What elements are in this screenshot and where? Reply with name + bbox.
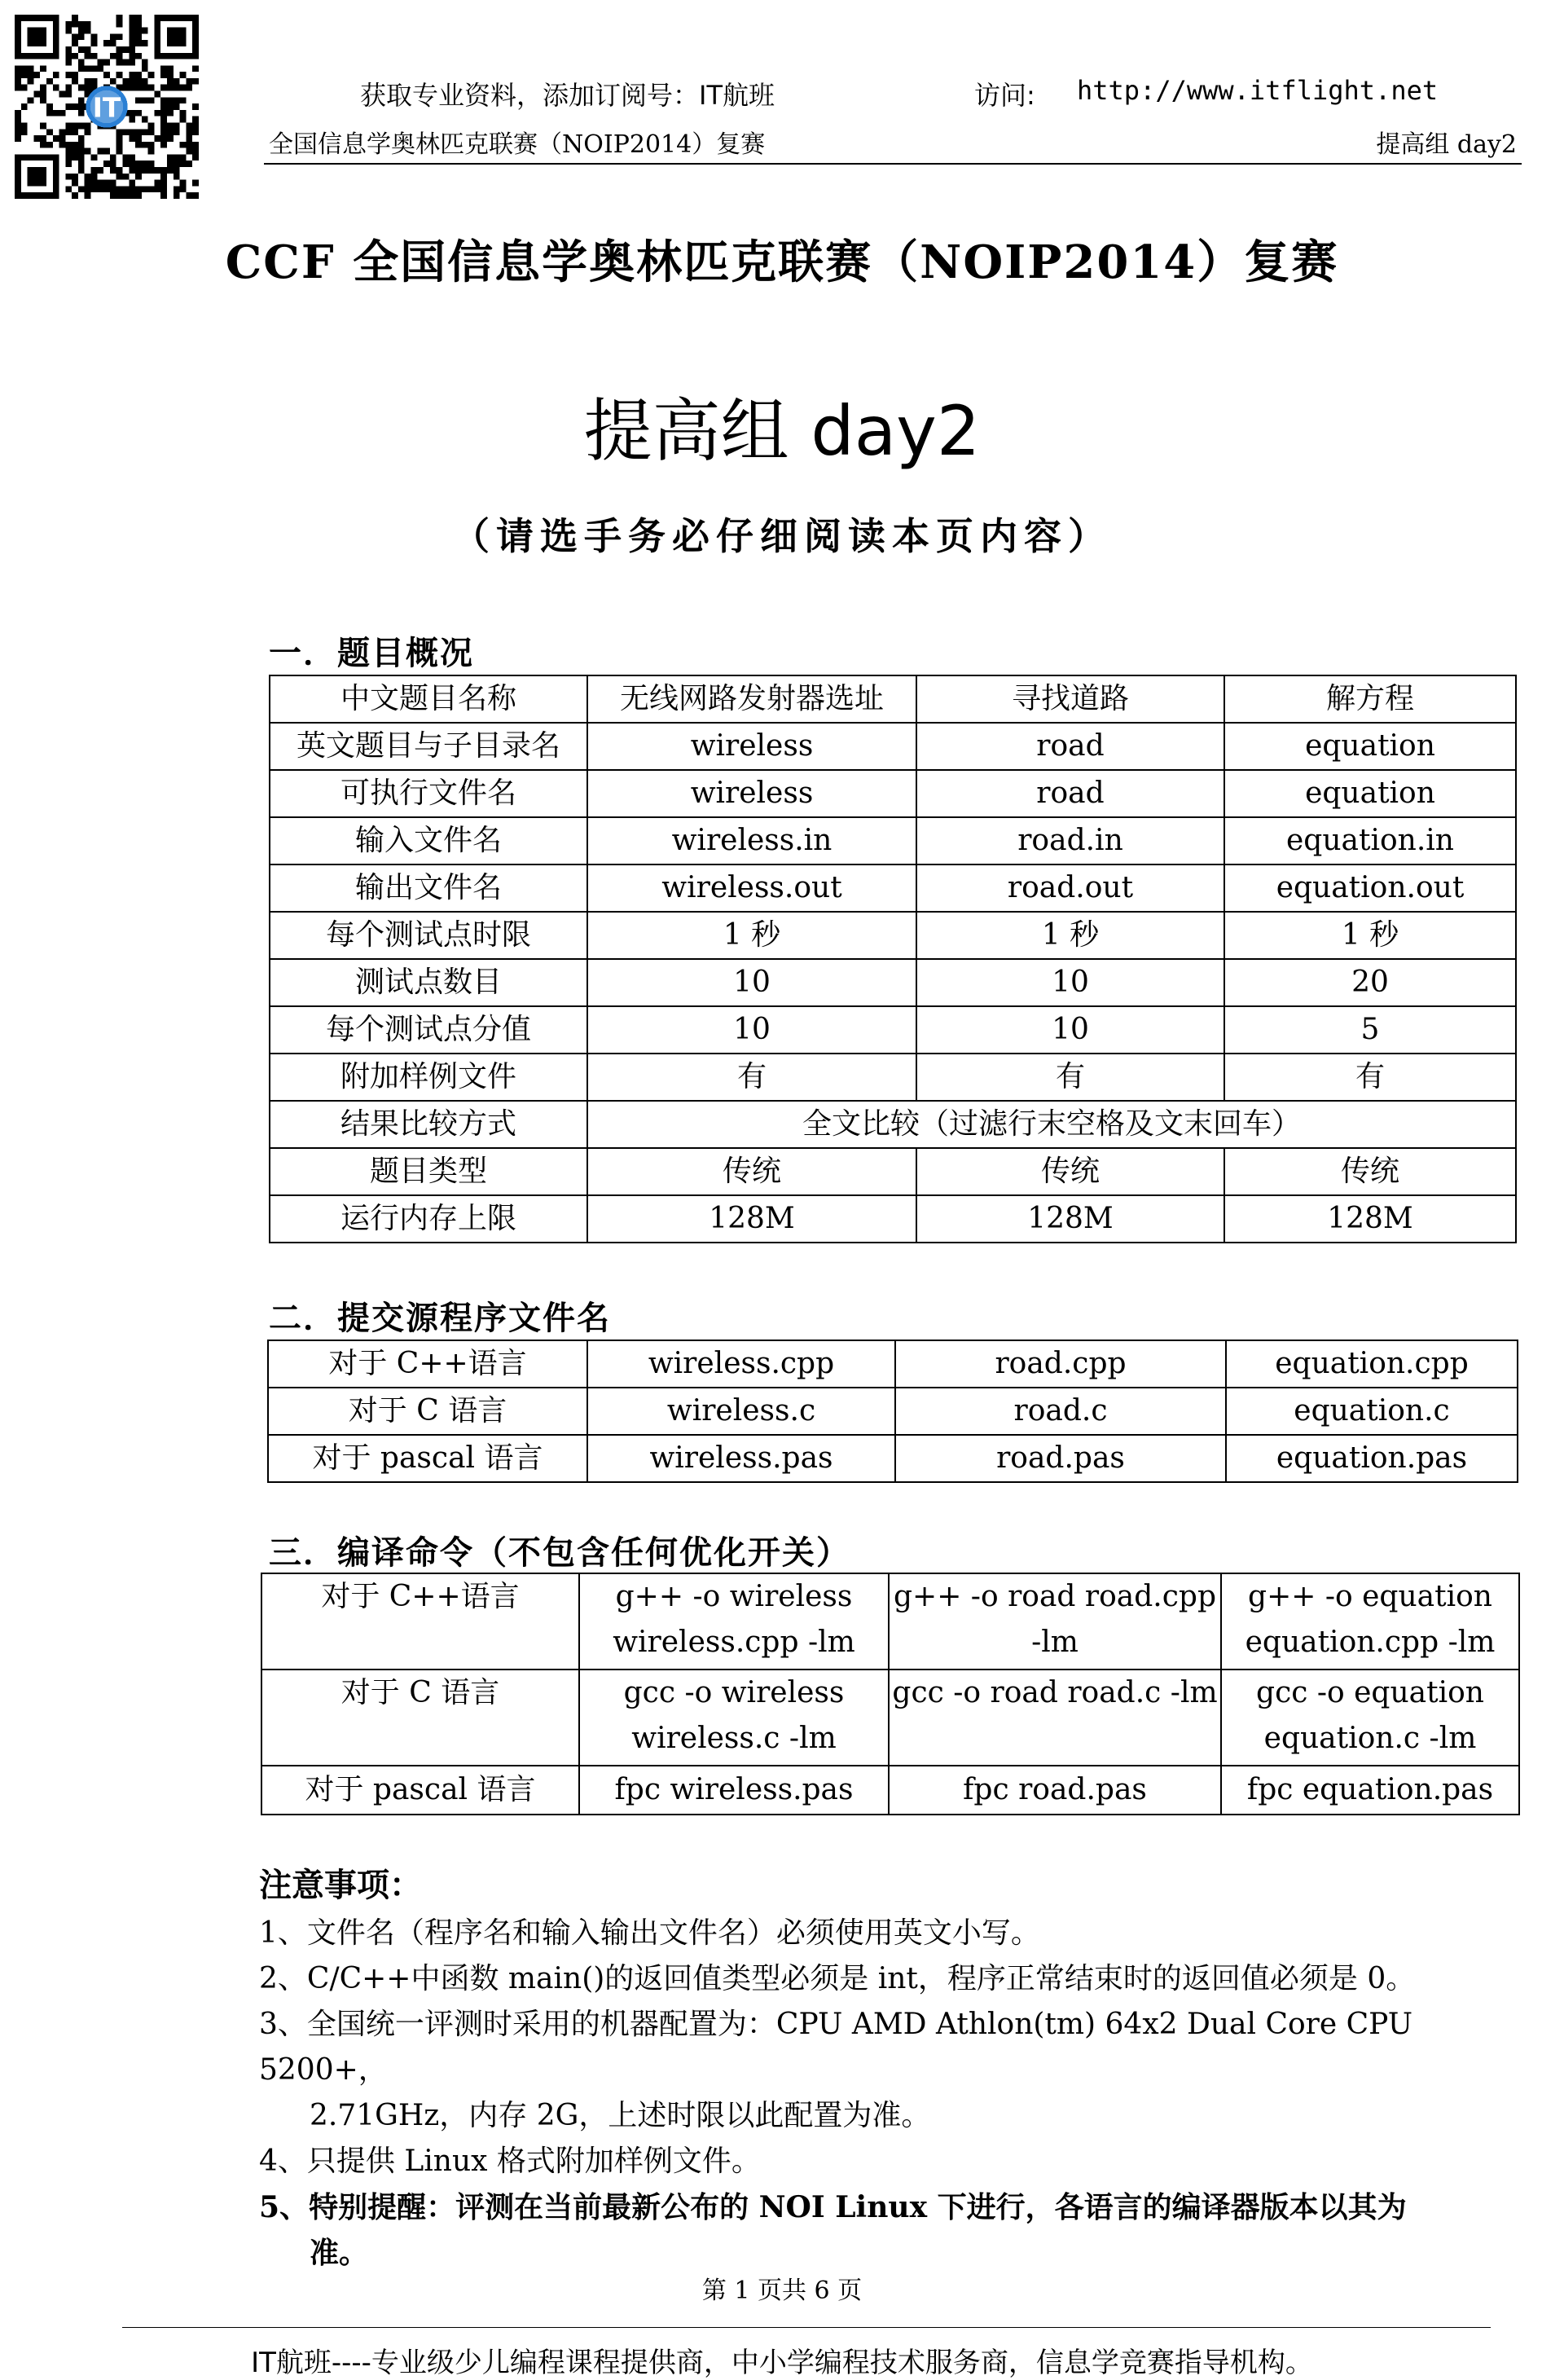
note-text: 特别提醒：评测在当前最新公布的 NOI Linux 下进行，各语言的编译器版本以其为 [309, 2190, 1407, 2224]
table-row [270, 675, 1516, 723]
table-cell: road.c [895, 1388, 1226, 1435]
table-cell: 寻找道路 [916, 675, 1224, 723]
visit-label: 访问: [974, 80, 1035, 111]
command-cell: fpc road.pas [889, 1766, 1221, 1815]
command-cell: fpc equation.pas [1221, 1766, 1519, 1815]
command-cell [1221, 1670, 1519, 1766]
table-cell: wireless [587, 723, 916, 770]
table-cell: 解方程 [1224, 675, 1516, 723]
table-row [270, 912, 1516, 959]
command-line: g++ -o road road.cpp [893, 1580, 1217, 1613]
table-cell: equation.in [1224, 817, 1516, 864]
notes-title: 注意事项： [259, 1867, 422, 1904]
row-label: 测试点数目 [270, 959, 587, 1006]
table-cell: 传统 [1224, 1148, 1516, 1195]
note-text: 全国统一评测时采用的机器配置为：CPU AMD Athlon(tm) 64x2 Dual Core CPU 5200+， [259, 2008, 1413, 2087]
table-cell: road.cpp [895, 1340, 1226, 1388]
table-cell: 20 [1224, 959, 1516, 1006]
table-cell: road.out [916, 864, 1224, 912]
table-cell: equation [1224, 770, 1516, 817]
command-cell [889, 1670, 1221, 1766]
table-cell: wireless.cpp [587, 1340, 895, 1388]
reading-notice: （请选手务必仔细阅读本页内容） [452, 514, 1112, 558]
table-row [261, 1766, 1519, 1815]
row-label: 对于 C 语言 [261, 1670, 579, 1766]
table-cell: road [916, 723, 1224, 770]
footer-rule [122, 2327, 1491, 2328]
table-row [270, 1054, 1516, 1101]
row-label: 对于 pascal 语言 [261, 1766, 579, 1815]
command-cell [889, 1573, 1221, 1670]
table-cell: 有 [587, 1054, 916, 1101]
note-item [259, 2139, 1530, 2184]
table-cell: equation.cpp [1226, 1340, 1518, 1388]
table-cell: 传统 [916, 1148, 1224, 1195]
command-cell [1221, 1573, 1519, 1670]
row-label: 可执行文件名 [270, 770, 587, 817]
header-rule [264, 163, 1522, 165]
note-number: 1、 [259, 1916, 307, 1950]
section-title-overview: 一．题目概况 [269, 635, 474, 672]
table-row [268, 1340, 1518, 1388]
source-files-table [267, 1340, 1518, 1483]
row-label: 结果比较方式 [270, 1101, 587, 1148]
command-line: equation.c -lm [1263, 1722, 1477, 1755]
note-item [259, 2184, 1530, 2276]
table-cell: 10 [916, 959, 1224, 1006]
section-title-source-files: 二．提交源程序文件名 [269, 1300, 611, 1337]
table-cell: 128M [587, 1195, 916, 1243]
table-cell: wireless.c [587, 1388, 895, 1435]
command-line: gcc -o road road.c -lm [892, 1676, 1218, 1709]
table-cell: 无线网路发射器选址 [587, 675, 916, 723]
table-row [270, 1195, 1516, 1243]
overview-table [269, 675, 1517, 1243]
note-continuation: 2.71GHz，内存 2G，上述时限以此配置为准。 [310, 2099, 931, 2132]
table-row [270, 770, 1516, 817]
table-row [270, 1101, 1516, 1148]
table-cell: 1 秒 [916, 912, 1224, 959]
table-cell: 128M [916, 1195, 1224, 1243]
table-cell: 传统 [587, 1148, 916, 1195]
table-row [268, 1388, 1518, 1435]
note-item [259, 1911, 1530, 1956]
table-cell: equation.pas [1226, 1435, 1518, 1482]
table-row [261, 1573, 1519, 1670]
table-cell: 全文比较（过滤行末空格及文末回车） [587, 1101, 1516, 1148]
table-cell: 1 秒 [1224, 912, 1516, 959]
table-row [270, 723, 1516, 770]
section-title-compile: 三．编译命令（不包含任何优化开关） [269, 1534, 850, 1572]
note-text: C/C++中函数 main()的返回值类型必须是 int，程序正常结束时的返回值必须是 0。 [306, 1962, 1416, 1995]
table-cell: 有 [916, 1054, 1224, 1101]
note-continuation: 准。 [310, 2236, 369, 2270]
command-cell [579, 1670, 889, 1766]
command-line: gcc -o wireless [623, 1676, 845, 1709]
row-label: 对于 C++语言 [261, 1573, 579, 1670]
table-cell: wireless.out [587, 864, 916, 912]
note-number: 2、 [259, 1962, 307, 1995]
table-row [270, 864, 1516, 912]
row-label: 对于 C 语言 [268, 1388, 587, 1435]
table-row [270, 1148, 1516, 1195]
contest-title: CCF 全国信息学奥林匹克联赛（NOIP2014）复赛 [225, 235, 1339, 289]
table-cell: wireless.in [587, 817, 916, 864]
table-cell: 1 秒 [587, 912, 916, 959]
svg-text:IT: IT [92, 92, 121, 124]
promo-text: 获取专业资料，添加订阅号：IT航班 [360, 80, 775, 111]
notes-section [259, 1859, 1530, 2276]
table-cell: wireless [587, 770, 916, 817]
row-label: 附加样例文件 [270, 1054, 587, 1101]
command-cell [579, 1573, 889, 1670]
running-header-right: 提高组 day2 [1376, 130, 1517, 159]
command-line: g++ -o equation [1248, 1580, 1492, 1613]
row-label: 输出文件名 [270, 864, 587, 912]
table-cell: road [916, 770, 1224, 817]
visit-url[interactable]: http://www.itflight.net [1077, 75, 1439, 106]
table-cell: 10 [587, 959, 916, 1006]
note-number: 3、 [259, 2008, 307, 2041]
command-line: wireless.cpp -lm [613, 1626, 855, 1659]
row-label: 题目类型 [270, 1148, 587, 1195]
table-row [268, 1435, 1518, 1482]
command-line: -lm [1031, 1626, 1079, 1659]
row-label: 每个测试点时限 [270, 912, 587, 959]
group-title: 提高组 day2 [583, 391, 981, 471]
table-cell: wireless.pas [587, 1435, 895, 1482]
command-line: equation.cpp -lm [1245, 1626, 1496, 1659]
table-cell: 10 [916, 1006, 1224, 1054]
page-number: 第 1 页共 6 页 [701, 2277, 863, 2305]
table-cell: 有 [1224, 1054, 1516, 1101]
note-text: 文件名（程序名和输入输出文件名）必须使用英文小写。 [306, 1916, 1040, 1950]
note-item [259, 2002, 1530, 2139]
table-row [270, 817, 1516, 864]
table-cell: road.in [916, 817, 1224, 864]
footer-text: IT航班----专业级少儿编程课程提供商，中小学编程技术服务商，信息学竞赛指导机构。 [251, 2347, 1313, 2379]
row-label: 对于 C++语言 [268, 1340, 587, 1388]
command-cell: fpc wireless.pas [579, 1766, 889, 1815]
running-header-left: 全国信息学奥林匹克联赛（NOIP2014）复赛 [269, 130, 766, 159]
compile-commands-table [261, 1573, 1520, 1815]
note-number: 5、 [259, 2190, 310, 2224]
command-line: gcc -o equation [1256, 1676, 1484, 1709]
row-label: 运行内存上限 [270, 1195, 587, 1243]
table-cell: 5 [1224, 1006, 1516, 1054]
row-label: 输入文件名 [270, 817, 587, 864]
row-label: 中文题目名称 [270, 675, 587, 723]
table-cell: equation.out [1224, 864, 1516, 912]
note-number: 4、 [259, 2145, 307, 2178]
table-row [261, 1670, 1519, 1766]
note-item [259, 1956, 1530, 2002]
table-cell: equation.c [1226, 1388, 1518, 1435]
table-cell: 128M [1224, 1195, 1516, 1243]
qr-code [15, 15, 199, 199]
table-row [270, 959, 1516, 1006]
row-label: 英文题目与子目录名 [270, 723, 587, 770]
table-row [270, 1006, 1516, 1054]
row-label: 每个测试点分值 [270, 1006, 587, 1054]
table-cell: equation [1224, 723, 1516, 770]
command-line: g++ -o wireless [615, 1580, 853, 1613]
row-label: 对于 pascal 语言 [268, 1435, 587, 1482]
table-cell: 10 [587, 1006, 916, 1054]
note-text: 只提供 Linux 格式附加样例文件。 [306, 2145, 761, 2178]
table-cell: road.pas [895, 1435, 1226, 1482]
command-line: wireless.c -lm [631, 1722, 837, 1755]
